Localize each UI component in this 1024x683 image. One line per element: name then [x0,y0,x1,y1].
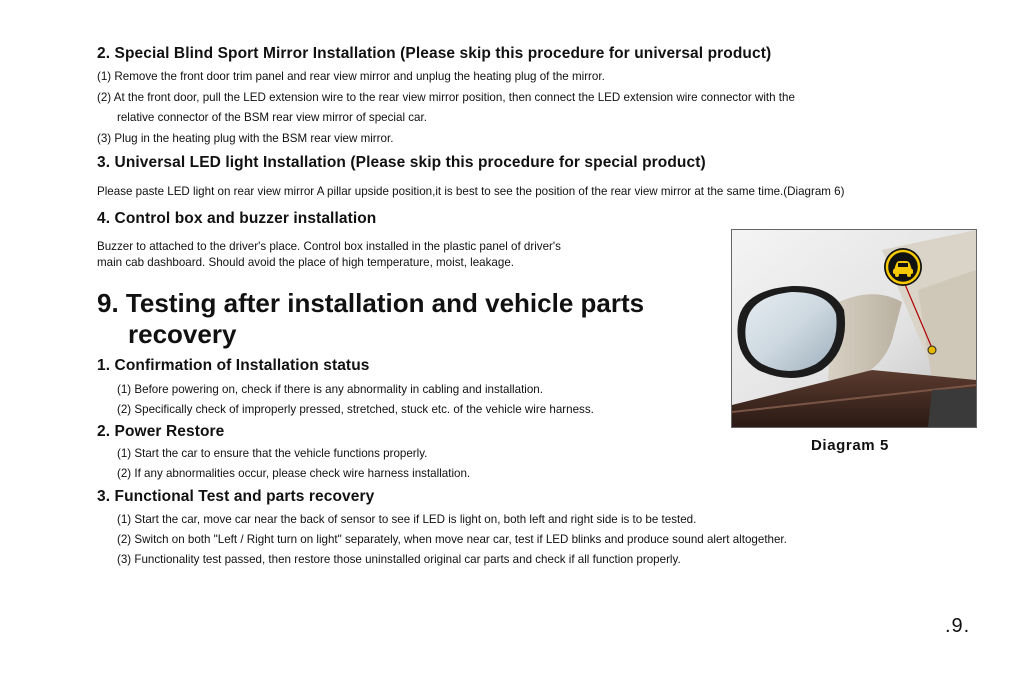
section-2-heading: 2. Special Blind Sport Mirror Installation (Please skip this procedure for universal product) [97,45,772,62]
section-2-step-2: (2) At the front door, pull the LED extension wire to the rear view mirror position, then connect the LED extension wire connector with the [97,91,795,104]
power-restore-step-1: (1) Start the car to ensure that the vehicle functions properly. [117,447,428,460]
section-4-text-line-1: Buzzer to attached to the driver's place. Control box installed in the plastic panel of driver's [97,240,561,253]
section-2-step-1: (1) Remove the front door trim panel and rear view mirror and unplug the heating plug of the mirror. [97,70,605,83]
page-number: .9. [945,615,971,637]
functional-test-step-2: (2) Switch on both "Left / Right turn on light" separately, when move near car, test if LED blinks and produce sound alert altogether. [117,533,787,546]
power-restore-step-2: (2) If any abnormalities occur, please check wire harness installation. [117,467,471,480]
chapter-title-continued: recovery [128,319,237,349]
functional-test-step-3: (3) Functionality test passed, then restore those uninstalled original car parts and check if all function properly. [117,553,681,566]
chapter-title: 9. Testing after installation and vehicle parts [97,288,645,318]
functional-test-heading: 3. Functional Test and parts recovery [97,488,375,505]
section-4-heading: 4. Control box and buzzer installation [97,210,377,227]
diagram-5-photo [731,229,977,428]
confirmation-step-2: (2) Specifically check of improperly pressed, stretched, stuck etc. of the vehicle wire harness. [117,403,594,416]
car-warning-icon [883,247,923,287]
confirmation-step-1: (1) Before powering on, check if there is any abnormality in cabling and installation. [117,383,543,396]
section-2-step-3: (3) Plug in the heating plug with the BSM rear view mirror. [97,132,394,145]
power-restore-heading: 2. Power Restore [97,423,225,440]
section-4-text-line-2: main cab dashboard. Should avoid the place of high temperature, moist, leakage. [97,256,514,269]
diagram-caption: Diagram 5 [811,437,889,454]
functional-test-step-1: (1) Start the car, move car near the back of sensor to see if LED is light on, both left and right side is to be tested. [117,513,697,526]
section-2-step-2-continued: relative connector of the BSM rear view mirror of special car. [117,111,427,124]
confirmation-heading: 1. Confirmation of Installation status [97,357,370,374]
section-3-heading: 3. Universal LED light Installation (Please skip this procedure for special product) [97,154,706,171]
section-3-text: Please paste LED light on rear view mirror A pillar upside position,it is best to see the position of the rear view mirror at the same time.(Diagram 6) [97,185,845,198]
